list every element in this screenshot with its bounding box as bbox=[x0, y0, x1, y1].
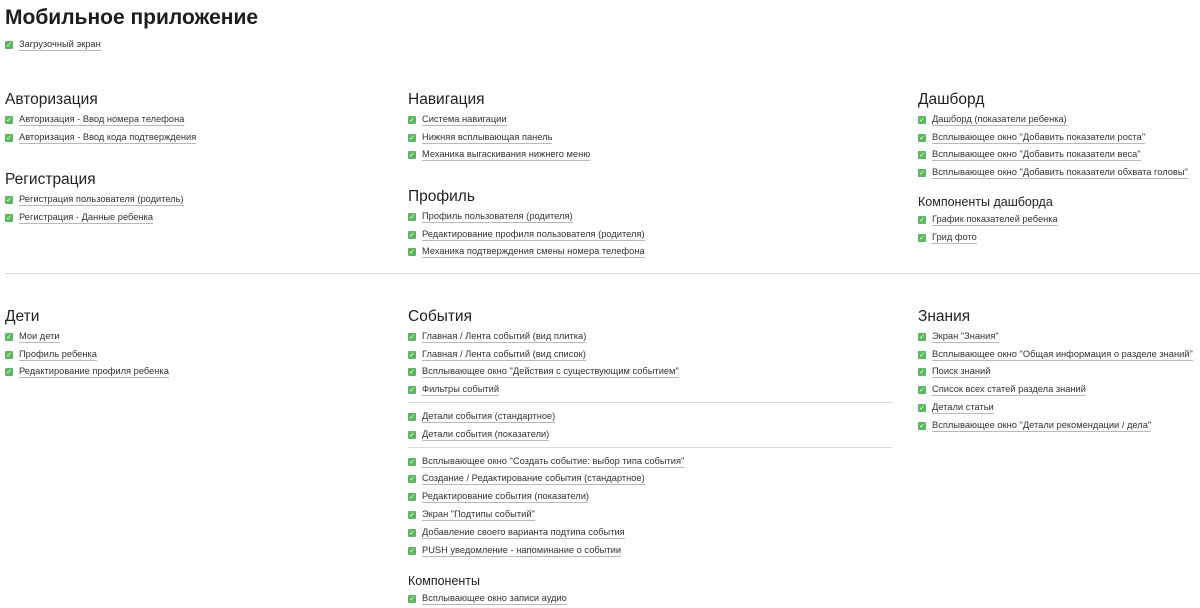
item-label: Список всех статей раздела знаний bbox=[932, 384, 1086, 395]
checkbox-checked-icon[interactable]: ✓ bbox=[919, 421, 925, 430]
item-label: Всплывающее окно "Детали рекомендации / дела" bbox=[932, 419, 1152, 430]
list-item[interactable] bbox=[918, 164, 1188, 182]
checkbox-checked-icon[interactable]: ✓ bbox=[6, 213, 12, 222]
checkbox-checked-icon[interactable]: ✓ bbox=[409, 546, 415, 555]
knowledge-section bbox=[918, 306, 1193, 435]
list-item[interactable] bbox=[408, 471, 892, 489]
list-item[interactable] bbox=[408, 453, 892, 471]
list-item[interactable] bbox=[408, 524, 892, 542]
list-item[interactable] bbox=[918, 346, 1193, 364]
item-label: Детали события (показатели) bbox=[422, 428, 550, 439]
checkbox-checked-icon[interactable]: ✓ bbox=[919, 215, 925, 224]
list-item[interactable] bbox=[918, 111, 1188, 129]
list-item[interactable] bbox=[408, 542, 892, 560]
item-label: Грид фото bbox=[932, 231, 977, 242]
checkbox-checked-icon[interactable]: ✓ bbox=[919, 115, 925, 124]
item-label: Создание / Редактирование события (стандартное) bbox=[422, 473, 645, 484]
dashboard-components-section bbox=[918, 193, 1058, 247]
item-label: Поиск знаний bbox=[932, 366, 991, 377]
list-item[interactable] bbox=[408, 364, 892, 382]
item-label: Всплывающее окно "Добавить показатели обхвата головы" bbox=[932, 167, 1188, 178]
checkbox-checked-icon[interactable]: ✓ bbox=[409, 511, 415, 520]
list-item[interactable] bbox=[5, 346, 169, 364]
page-title: Мобильное приложение bbox=[5, 6, 259, 29]
list-item[interactable] bbox=[918, 147, 1188, 165]
item-label: График показателей ребенка bbox=[932, 213, 1058, 224]
section-title-dashboard: Дашборд bbox=[918, 91, 985, 108]
list-item[interactable] bbox=[408, 408, 892, 426]
checkbox-checked-icon[interactable]: ✓ bbox=[409, 133, 415, 142]
checkbox-checked-icon[interactable]: ✓ bbox=[409, 386, 415, 395]
section-title-kids: Дети bbox=[5, 308, 40, 325]
checkbox-checked-icon[interactable]: ✓ bbox=[409, 332, 415, 341]
item-label: Всплывающее окно "Общая информация о разделе знаний" bbox=[932, 348, 1193, 359]
item-label: Регистрация - Данные ребенка bbox=[19, 211, 153, 222]
group-divider bbox=[408, 402, 892, 403]
list-item[interactable] bbox=[408, 111, 590, 129]
list-item[interactable] bbox=[408, 590, 567, 608]
list-item[interactable] bbox=[408, 226, 645, 244]
checkbox-checked-icon[interactable]: ✓ bbox=[409, 493, 415, 502]
item-label: Механика выгаскивания нижнего меню bbox=[422, 149, 591, 160]
list-item[interactable] bbox=[918, 399, 1193, 417]
section-title-auth: Авторизация bbox=[5, 91, 98, 108]
item-label: Главная / Лента событий (вид плитка) bbox=[422, 330, 587, 341]
auth-section bbox=[5, 89, 196, 147]
list-item[interactable] bbox=[5, 364, 169, 382]
checkbox-checked-icon[interactable]: ✓ bbox=[919, 169, 925, 178]
checkbox-checked-icon[interactable]: ✓ bbox=[409, 413, 415, 422]
item-label: Всплывающее окно записи аудио bbox=[422, 592, 567, 603]
checkbox-checked-icon[interactable]: ✓ bbox=[409, 230, 415, 239]
list-item[interactable] bbox=[408, 488, 892, 506]
checkbox-checked-icon[interactable]: ✓ bbox=[6, 332, 12, 341]
section-title-registration: Регистрация bbox=[5, 171, 96, 188]
nav-section bbox=[408, 89, 590, 164]
list-item[interactable] bbox=[918, 381, 1193, 399]
top-section bbox=[5, 36, 101, 54]
list-item[interactable] bbox=[408, 506, 892, 524]
checkbox-checked-icon[interactable]: ✓ bbox=[919, 386, 925, 395]
item-label: Система навигации bbox=[422, 113, 507, 124]
list-item[interactable] bbox=[408, 244, 645, 262]
list-item[interactable] bbox=[918, 417, 1193, 435]
checkbox-checked-icon[interactable]: ✓ bbox=[409, 475, 415, 484]
item-label: Редактирование события (показатели) bbox=[422, 491, 589, 502]
item-label: Механика подтверждения смены номера телефона bbox=[422, 246, 645, 257]
item-label: Всплывающее окно "Действия с существующим событием" bbox=[422, 366, 679, 377]
item-label: Всплывающее окно "Добавить показатели роста" bbox=[932, 131, 1146, 142]
section-title-events: События bbox=[408, 308, 472, 325]
item-label: Детали статьи bbox=[932, 402, 994, 413]
item-label: Авторизация - Ввод номера телефона bbox=[19, 113, 185, 124]
list-item[interactable] bbox=[408, 129, 590, 147]
checkbox-checked-icon[interactable]: ✓ bbox=[409, 248, 415, 257]
list-item[interactable] bbox=[408, 381, 892, 399]
checkbox-checked-icon[interactable]: ✓ bbox=[409, 457, 415, 466]
list-item[interactable] bbox=[5, 129, 196, 147]
profile-section bbox=[408, 186, 645, 261]
checkbox-checked-icon[interactable]: ✓ bbox=[409, 350, 415, 359]
checkbox-checked-icon[interactable]: ✓ bbox=[409, 430, 415, 439]
item-label: Регистрация пользователя (родитель) bbox=[19, 193, 184, 204]
list-item[interactable] bbox=[918, 328, 1193, 346]
components-section bbox=[408, 572, 567, 608]
item-label: Всплывающее окно "Создать событие: выбор типа события" bbox=[422, 455, 685, 466]
kids-section bbox=[5, 306, 169, 381]
checkbox-checked-icon[interactable]: ✓ bbox=[919, 350, 925, 359]
item-label: Редактирование профиля ребенка bbox=[19, 366, 169, 377]
list-item[interactable] bbox=[5, 36, 101, 54]
section-title-profile: Профиль bbox=[408, 188, 475, 205]
list-item[interactable] bbox=[408, 147, 590, 165]
section-divider bbox=[5, 273, 1200, 274]
checkbox-checked-icon[interactable]: ✓ bbox=[6, 40, 12, 49]
checkbox-checked-icon[interactable]: ✓ bbox=[919, 233, 925, 242]
checkbox-checked-icon[interactable]: ✓ bbox=[919, 332, 925, 341]
item-label: Профиль ребенка bbox=[19, 348, 97, 359]
group-divider bbox=[408, 447, 892, 448]
list-item[interactable] bbox=[918, 211, 1058, 229]
section-title-dashboard-components: Компоненты дашборда bbox=[918, 195, 1053, 209]
item-label: Загрузочный экран bbox=[19, 38, 101, 49]
list-item[interactable] bbox=[5, 111, 196, 129]
checkbox-checked-icon[interactable]: ✓ bbox=[6, 115, 12, 124]
list-item[interactable] bbox=[918, 364, 1193, 382]
item-label: Авторизация - Ввод кода подтверждения bbox=[19, 131, 197, 142]
checkbox-checked-icon[interactable]: ✓ bbox=[919, 404, 925, 413]
checkbox-checked-icon[interactable]: ✓ bbox=[409, 151, 415, 160]
list-item[interactable] bbox=[918, 129, 1188, 147]
checkbox-checked-icon[interactable]: ✓ bbox=[919, 151, 925, 160]
list-item[interactable] bbox=[5, 328, 169, 346]
reg-section bbox=[5, 169, 184, 227]
list-item[interactable] bbox=[408, 208, 645, 226]
item-label: Дашборд (показатели ребенка) bbox=[932, 113, 1067, 124]
item-label: Экран "Знания" bbox=[932, 330, 999, 341]
list-item[interactable] bbox=[408, 328, 892, 346]
dashboard-section bbox=[918, 89, 1188, 182]
item-label: Детали события (стандартное) bbox=[422, 411, 556, 422]
item-label: Нижняя всплывающая панель bbox=[422, 131, 553, 142]
section-title-components: Компоненты bbox=[408, 574, 481, 588]
checkbox-checked-icon[interactable]: ✓ bbox=[409, 528, 415, 537]
checkbox-checked-icon[interactable]: ✓ bbox=[409, 368, 415, 377]
checkbox-checked-icon[interactable]: ✓ bbox=[409, 115, 415, 124]
events-section bbox=[408, 306, 892, 560]
checkbox-checked-icon[interactable]: ✓ bbox=[6, 195, 12, 204]
checkbox-checked-icon[interactable]: ✓ bbox=[919, 368, 925, 377]
item-label: Фильтры событий bbox=[422, 384, 500, 395]
section-title-navigation: Навигация bbox=[408, 91, 485, 108]
list-item[interactable] bbox=[5, 209, 184, 227]
checkbox-checked-icon[interactable]: ✓ bbox=[409, 594, 415, 603]
list-item[interactable] bbox=[5, 191, 184, 209]
list-item[interactable] bbox=[408, 346, 892, 364]
item-label: Мои дети bbox=[19, 330, 60, 341]
item-label: Всплывающее окно "Добавить показатели веса" bbox=[932, 149, 1141, 160]
item-label: PUSH уведомление - напоминание о событии bbox=[422, 544, 622, 555]
item-label: Добавление своего варианта подтипа события bbox=[422, 526, 625, 537]
checkbox-checked-icon[interactable]: ✓ bbox=[6, 133, 12, 142]
checkbox-checked-icon[interactable]: ✓ bbox=[6, 350, 12, 359]
item-label: Главная / Лента событий (вид список) bbox=[422, 348, 586, 359]
item-label: Экран "Подтипы событий" bbox=[422, 509, 535, 520]
checkbox-checked-icon[interactable]: ✓ bbox=[919, 133, 925, 142]
checkbox-checked-icon[interactable]: ✓ bbox=[6, 368, 12, 377]
item-label: Редактирование профиля пользователя (родителя) bbox=[422, 228, 645, 239]
list-item[interactable] bbox=[408, 426, 892, 444]
list-item[interactable] bbox=[918, 229, 1058, 247]
checkbox-checked-icon[interactable]: ✓ bbox=[409, 212, 415, 221]
item-label: Профиль пользователя (родителя) bbox=[422, 210, 573, 221]
section-title-knowledge: Знания bbox=[918, 308, 971, 325]
